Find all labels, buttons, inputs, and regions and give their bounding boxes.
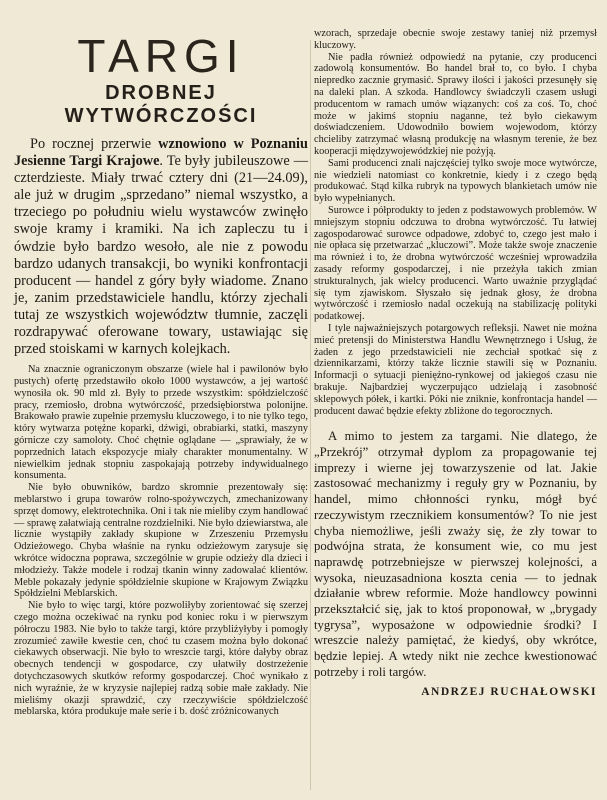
column-divider [310, 40, 311, 790]
lead-paragraph [14, 136, 308, 358]
article-subtitle: DROBNEJ WYTWÓRCZOŚCI [64, 82, 258, 127]
closing-paragraph: A mimo to jestem za targami. Nie dlatego, że „Przekrój” otrzymał dyplom za propagowanie tej imprezy i wierne jej towarzyszenie od lat. Jakie zastosować mechanizmy i reguły gry w Poznaniu, by handel, mimo chłonności rynku, mógł być rzeczywistym rzecznikiem konsumentów? To nie jest chyba niemożliwe, jeśli zważy się, że zły towar to podwójna strata, że konsument wie, co mu jest naprawdę potrzebniejsze w pierwszej kolejności, a wysoka, nieuzasadniona koszta cenia — to jednak działanie wbrew reformie. Może handlowcy powinni przekształcić się, jak to ktoś proponował, w „brygady tygrysa”, wyposażone w odpowiednie środki? I wreszcie należy pamiętać, że kiedyś, oby wkrótce, będzie lepiej. A wtedy nikt nie zechce kwestionować potrzeby i roli targów. [314, 429, 597, 679]
body-paragraph: Surowce i półprodukty to jeden z podstawowych problemów. W mniejszym stopniu odczuwa to drobna wytwórczość. Tu łatwiej zagospodarować surowce odpadowe, zdobyć to, czego jest mało i nie opłaca się przetwarzać „kluczowi”. Może także swoje znaczenie ma również i to, że drobna wytwórczość wcześniej wprowadziła zasady reformy gospodarczej, i nie przeżyła takich zmian strukturalnych, jak wielcy producenci. Warto uważnie przyglądać się tym zjawiskom. Słyszało się jednak głosy, że drobna wytwórczość i rzemiosło nadal oczekują na stabilizację polityki podatkowej. [314, 204, 597, 323]
lead-part-2: . Te były jubileuszowe — czterdzieste. Miały trwać cztery dni (21—24.09), ale już w drugim „sprzedano” niemal wszystko, a trzeciego po południu wielu wystawców zwinęło swoje kramy i kramiki. Na ich zapleczu tu i ówdzie było bardzo wesoło, ale nie z powodu bardzo udanych transakcji, bo wyniki konfrontacji producent — handel z góry były wiadome. Znano je, zanim przedstawiciele handlu, którzy zjechali tutaj ze wszystkich województw tłumnie, zaczęli rozdrapywać oferowane towary, ustawiając się przed stoiskami w karnych kolejkach. [14, 153, 309, 358]
body-paragraph: Sami producenci znali najczęściej tylko swoje moce wytwórcze, nie wiedzieli natomiast co konkretnie, kiedy i z czego będą produkować. Stąd kilka rubryk na typowych blankietach umów nie było wypełnianych. [314, 157, 597, 205]
left-column [14, 30, 308, 718]
body-paragraph: Nie było obuwników, bardzo skromnie prezentowały się: meblarstwo i grupa towarów rolno-spożywczych, zmechanizowany sprzęt domowy, elektrotechnika. Oni i tak nie mieliby czym handlować — sprawę załatwiają centralne rozdzielniki. Nie było dziewiarstwa, ale licznie wystąpiły zakłady skupione w Zrzeszeniu Przemysłu Odzieżowego. Chyba właśnie na rynku odzieżowym zarysuje się wkrótce widoczna poprawa, szczególnie w grupie odzieży dla dzieci i młodzieży. Także modele i rodzaj tkanin winny zadowalać klientów. Meble pokazały jedynie spółdzielnie skupione w Krajowym Związku Spółdzielni Meblarskich. [14, 482, 308, 600]
body-paragraph: wzorach, sprzedaje obecnie swoje zestawy taniej niż przemysł kluczowy. [314, 28, 597, 51]
right-column [314, 28, 597, 698]
lead-part-1: Po rocznej przerwie [30, 136, 159, 152]
body-paragraph: Nie padła również odpowiedź na pytanie, czy producenci zadowolą konsumentów. Bo handel brał to, co było. I chyba niepredko zacznie grymasić. Sprawy ilości i jakości przesunęły się na daleki plan. A szkoda. Handlowcy świadczyli czasem usługi producentom w ramach umów wiązanych: coś za coś. To, choć może w jakimś stopniu naganne, też było ciekawym doświadczeniem. Udowodniło bowiem wojewodom, którzy chcieliby zatrzymać własną produkcję na własnym terenie, że bez kooperacji międzywojewódzkiej nie pożyją. [314, 51, 597, 157]
article-title: TARGI [77, 30, 245, 82]
body-paragraph: Nie było to więc targi, które pozwoliłyby zorientować się szerzej czego można oczekiwać na rynku pod koniec roku i w pierwszym półroczu 1983. Nie było to także targi, które przybliżyłyby i pomogły zrozumieć zawiłe kwestie cen, choć tu czasem można było dokonać ciekawych obserwacji. Nie było to wreszcie targi, które dałyby obraz obecnych tendencji w gospodarce, czy ułatwiły dostrzeżenie dotychczasowych skutków reformy gospodarczej. Choć wynikało z nich wyraźnie, że w kryzysie najlepiej radzą sobie małe zakłady. Nie mieliśmy okazji sprawdzić, czy rzeczywiście spółdzielczość meblarska, która produkuje małe serie i b. dość zróżnicowanych [14, 600, 308, 718]
lead-bold: wznowiono w Poznaniu Jesienne Targi Krajowe [14, 136, 308, 170]
body-paragraph: I tyle najważniejszych potargowych refleksji. Nawet nie można mieć pretensji do Ministerstwa Handlu Wewnętrznego i Usług, że żaden z jego przedstawicieli nie zechciał spotkać się z dziennikarzami, którzy także licznie stawili się w Poznaniu. Informacji o sytuacji pieniężno-rynkowej od jakiegoś czasu nie brakuje. Najbardziej wyczerpująco udzielają i zasobność sklepowych półek, i kartki. Póki nie zniknie, konfrontacja handel — producent dawać będzie efekty zbliżone do tegorocznych. [314, 322, 597, 417]
author-byline: ANDRZEJ RUCHAŁOWSKI [421, 685, 597, 698]
body-paragraph: Na znacznie ograniczonym obszarze (wiele hal i pawilonów było pustych) ofertę przedstawiło około 1000 wystawców, a jej wartość wynosiła ok. 90 mld zł. Były to przede wszystkim: spółdzielczość pracy, rzemiosło, drobna wytwórczość, przedsiębiorstwa polonijne. Brakowało prawie zupełnie przemysłu kluczowego, i to nie tylko tego, który wytwarza potężne koparki, dźwigi, obrabiarki, statki, maszyny górnicze czy samoloty. Choć chętnie oglądane — „sprawiały, że w poprzednich latach ekspozycje miały charakter monumentalny. W niewielkim jednak stopniu zaspokajają potrzeby indywidualnego konsumenta. [14, 364, 308, 482]
